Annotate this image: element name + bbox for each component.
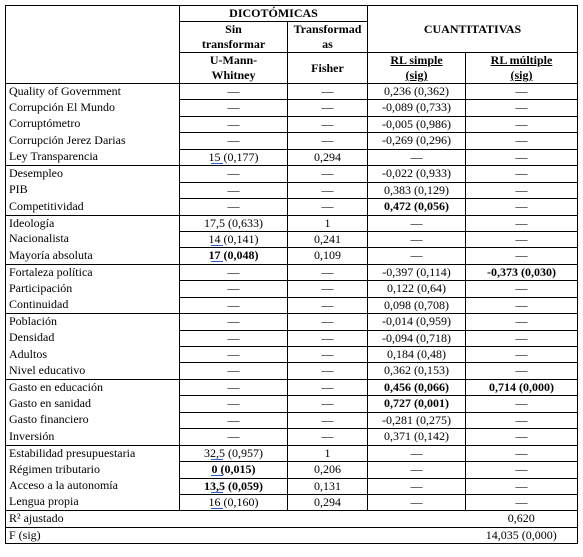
row-label: Nivel educativo — [6, 363, 180, 379]
fisher-value: — — [288, 363, 368, 379]
umann-value: — — [180, 396, 288, 412]
fisher-value: — — [288, 281, 368, 297]
fisher-value: — — [288, 297, 368, 313]
table-row — [6, 248, 578, 264]
footer-label: F (sig) — [6, 527, 466, 543]
fisher-value: 0,294 — [288, 149, 368, 165]
table-row — [6, 231, 578, 247]
fisher-value: — — [288, 429, 368, 445]
rl-simple-value: 0,456 (0,066) — [368, 379, 466, 395]
table-row — [6, 166, 578, 182]
footer-row — [6, 527, 578, 543]
footer-value: 0,620 — [466, 511, 578, 527]
table-row — [6, 116, 578, 132]
row-label: Continuidad — [6, 297, 180, 313]
umann-value: — — [180, 182, 288, 198]
rl-simple-value: -0,094 (0,718) — [368, 330, 466, 346]
fisher-value: — — [288, 199, 368, 215]
table-row — [6, 445, 578, 461]
umann-value: — — [180, 297, 288, 313]
umann-value: 0 (0,015) — [180, 462, 288, 478]
rl-multiple-value: — — [466, 412, 578, 428]
footer-value: 14,035 (0,000) — [466, 527, 578, 543]
rl-multiple-value: — — [466, 445, 578, 461]
umann-value: 13,5 (0,059) — [180, 478, 288, 494]
rl-multiple-value: — — [466, 429, 578, 445]
rl-multiple-value: — — [466, 478, 578, 494]
rl-multiple-value: — — [466, 347, 578, 363]
underline-marker — [211, 448, 223, 460]
rl-simple-value: 0,098 (0,708) — [368, 297, 466, 313]
fisher-value: 0,206 — [288, 462, 368, 478]
rl-simple-value: — — [368, 231, 466, 247]
rl-multiple-value: — — [466, 116, 578, 132]
fisher-value: — — [288, 182, 368, 198]
header-dicotomicas: DICOTÓMICAS — [180, 6, 368, 22]
rl-simple-value: -0,005 (0,986) — [368, 116, 466, 132]
rl-simple-value: -0,022 (0,933) — [368, 166, 466, 182]
footer-row — [6, 511, 578, 527]
row-label: Mayoría absoluta — [6, 248, 180, 264]
header-transformadas: Transformad as — [288, 22, 368, 53]
fisher-value: 0,241 — [288, 231, 368, 247]
fisher-value: 0,109 — [288, 248, 368, 264]
table-row — [6, 215, 578, 231]
umann-value: — — [180, 363, 288, 379]
umann-value: — — [180, 330, 288, 346]
umann-value: 17 (0,048) — [180, 248, 288, 264]
rl-simple-value: 0,727 (0,001) — [368, 396, 466, 412]
header-rl-simple: RL simple (sig) — [368, 53, 466, 84]
fisher-value: 1 — [288, 215, 368, 231]
results-table — [5, 5, 578, 544]
header-empty-cell — [6, 6, 180, 22]
rl-simple-value: -0,269 (0,296) — [368, 133, 466, 149]
footer-label: R² ajustado — [6, 511, 466, 527]
umann-value: — — [180, 429, 288, 445]
umann-value: — — [180, 100, 288, 116]
underline-marker — [211, 234, 223, 246]
row-label: Acceso a la autonomía — [6, 478, 180, 494]
rl-simple-value: — — [368, 462, 466, 478]
rl-multiple-value: — — [466, 363, 578, 379]
underline-marker — [211, 250, 223, 262]
fisher-value: — — [288, 412, 368, 428]
table-row — [6, 199, 578, 215]
rl-multiple-value: 0,714 (0,000) — [466, 379, 578, 395]
row-label: Inversión — [6, 429, 180, 445]
row-label: Ley Transparencia — [6, 149, 180, 165]
rl-simple-value: 0,122 (0,64) — [368, 281, 466, 297]
rl-multiple-value: — — [466, 84, 578, 100]
rl-simple-value: — — [368, 248, 466, 264]
rl-simple-value: — — [368, 215, 466, 231]
row-label: Gasto en sanidad — [6, 396, 180, 412]
umann-value: — — [180, 199, 288, 215]
rl-multiple-value: — — [466, 149, 578, 165]
table-row — [6, 396, 578, 412]
row-label: Nacionalista — [6, 231, 180, 247]
rl-multiple-value: — — [466, 330, 578, 346]
row-label: Corruptómetro — [6, 116, 180, 132]
rl-simple-value: 0,184 (0,48) — [368, 347, 466, 363]
header-cuantitativas: CUANTITATIVAS — [368, 6, 578, 53]
underline-marker — [211, 481, 223, 493]
table-row — [6, 347, 578, 363]
rl-multiple-value: — — [466, 314, 578, 330]
row-label: Estabilidad presupuestaria — [6, 445, 180, 461]
row-label: PIB — [6, 182, 180, 198]
header-empty-cell — [6, 53, 180, 84]
table-row — [6, 330, 578, 346]
rl-simple-value: -0,281 (0,275) — [368, 412, 466, 428]
fisher-value: — — [288, 379, 368, 395]
table-row — [6, 412, 578, 428]
umann-value: 15 (0,177) — [180, 149, 288, 165]
rl-simple-value: — — [368, 494, 466, 510]
rl-multiple-value: — — [466, 396, 578, 412]
table-row — [6, 462, 578, 478]
row-label: Ideología — [6, 215, 180, 231]
row-label: Lengua propia — [6, 494, 180, 510]
table-row — [6, 133, 578, 149]
header-sin-transformar: Sin transformar — [180, 22, 288, 53]
rl-multiple-value: — — [466, 215, 578, 231]
umann-value: — — [180, 314, 288, 330]
row-label: Densidad — [6, 330, 180, 346]
rl-simple-value: 0,236 (0,362) — [368, 84, 466, 100]
table-row — [6, 149, 578, 165]
rl-simple-value: 0,362 (0,153) — [368, 363, 466, 379]
underline-marker — [211, 152, 223, 164]
table-row — [6, 314, 578, 330]
header-empty-cell — [6, 22, 180, 53]
fisher-value: — — [288, 116, 368, 132]
rl-multiple-value: — — [466, 462, 578, 478]
fisher-value: — — [288, 330, 368, 346]
rl-simple-value: -0,089 (0,733) — [368, 100, 466, 116]
umann-value: — — [180, 379, 288, 395]
rl-simple-value: 0,371 (0,142) — [368, 429, 466, 445]
row-label: Quality of Government — [6, 84, 180, 100]
umann-value: — — [180, 412, 288, 428]
rl-simple-value: -0,397 (0,114) — [368, 264, 466, 280]
rl-multiple-value: — — [466, 297, 578, 313]
umann-value: — — [180, 84, 288, 100]
rl-simple-value: 0,472 (0,056) — [368, 199, 466, 215]
fisher-value: — — [288, 100, 368, 116]
fisher-value: — — [288, 396, 368, 412]
table-row — [6, 494, 578, 510]
row-label: Gasto en educación — [6, 379, 180, 395]
fisher-value: 1 — [288, 445, 368, 461]
rl-multiple-value: — — [466, 182, 578, 198]
row-label: Corrupción Jerez Darias — [6, 133, 180, 149]
rl-simple-value: 0,383 (0,129) — [368, 182, 466, 198]
fisher-value: — — [288, 347, 368, 363]
umann-value: — — [180, 281, 288, 297]
table-row — [6, 100, 578, 116]
table-row — [6, 281, 578, 297]
rl-simple-value: — — [368, 478, 466, 494]
row-label: Desempleo — [6, 166, 180, 182]
table-row — [6, 182, 578, 198]
rl-multiple-value: — — [466, 248, 578, 264]
row-label: Participación — [6, 281, 180, 297]
row-label: Gasto financiero — [6, 412, 180, 428]
row-label: Fortaleza política — [6, 264, 180, 280]
header-rl-multiple: RL múltiple (sig) — [466, 53, 578, 84]
fisher-value: 0,131 — [288, 478, 368, 494]
rl-multiple-value: — — [466, 166, 578, 182]
rl-multiple-value: — — [466, 494, 578, 510]
row-label: Adultos — [6, 347, 180, 363]
row-label: Corrupción El Mundo — [6, 100, 180, 116]
rl-multiple-value: — — [466, 133, 578, 149]
fisher-value: — — [288, 264, 368, 280]
fisher-value: 0,294 — [288, 494, 368, 510]
umann-value: — — [180, 166, 288, 182]
table-row — [6, 478, 578, 494]
rl-multiple-value: — — [466, 199, 578, 215]
umann-value: 32,5 (0,957) — [180, 445, 288, 461]
row-label: Régimen tributario — [6, 462, 180, 478]
fisher-value: — — [288, 166, 368, 182]
table-row — [6, 363, 578, 379]
fisher-value: — — [288, 133, 368, 149]
umann-value: — — [180, 347, 288, 363]
rl-multiple-value: -0,373 (0,030) — [466, 264, 578, 280]
header-fisher: Fisher — [288, 53, 368, 84]
underline-marker — [211, 497, 223, 509]
row-label: Población — [6, 314, 180, 330]
underline-marker — [211, 464, 223, 476]
umann-value: 14 (0,141) — [180, 231, 288, 247]
umann-value: — — [180, 264, 288, 280]
fisher-value: — — [288, 84, 368, 100]
rl-multiple-value: — — [466, 231, 578, 247]
rl-simple-value: -0,014 (0,959) — [368, 314, 466, 330]
table-row — [6, 429, 578, 445]
row-label: Competitividad — [6, 199, 180, 215]
table-row — [6, 264, 578, 280]
umann-value: 16 (0,160) — [180, 494, 288, 510]
rl-simple-value: — — [368, 445, 466, 461]
table-row — [6, 379, 578, 395]
umann-value: 17,5 (0,633) — [180, 215, 288, 231]
rl-simple-value: — — [368, 149, 466, 165]
umann-value: — — [180, 116, 288, 132]
header-umann: U-Mann- Whitney — [180, 53, 288, 84]
table-row — [6, 84, 578, 100]
rl-multiple-value: — — [466, 281, 578, 297]
table-row — [6, 297, 578, 313]
rl-multiple-value: — — [466, 100, 578, 116]
fisher-value: — — [288, 314, 368, 330]
umann-value: — — [180, 133, 288, 149]
